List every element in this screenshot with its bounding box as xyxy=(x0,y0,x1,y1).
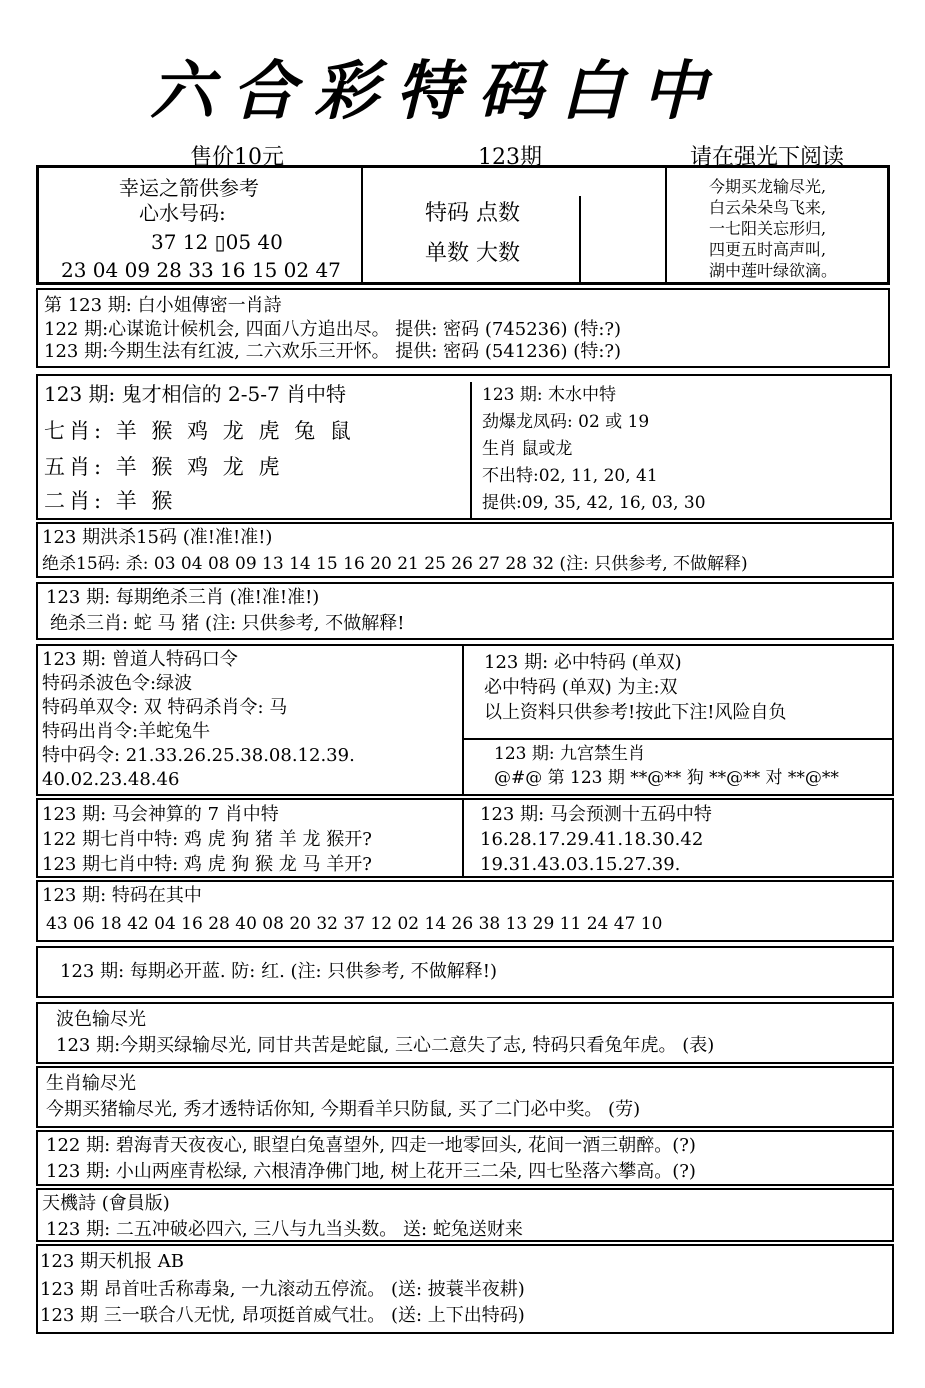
fifteen-code-row2: 19.31.43.03.15.27.39. xyxy=(480,854,681,875)
zodiac-pick: 生肖 鼠或龙 xyxy=(482,439,573,459)
risk-note: 以上资料只供参考!按此下注!风险自负 xyxy=(484,702,787,723)
kill3-zodiac: 绝杀三肖: 蛇 马 猪 (注: 只供参考, 不做解释! xyxy=(50,613,405,634)
zodiac-257-title: 123 期: 鬼才相信的 2-5-7 肖中特 xyxy=(44,382,347,406)
price-label: 售价10元 xyxy=(190,145,284,170)
blue-red-note: 123 期: 每期必开蓝. 防: 红. (注: 只供参考, 不做解释!) xyxy=(60,961,498,982)
section-blue xyxy=(36,946,894,998)
not-special: 不出特:02, 11, 20, 41 xyxy=(482,466,658,486)
issue-label: 123期 xyxy=(478,145,542,170)
section-kill-15 xyxy=(36,522,894,578)
seven-zodiac: 七肖: 羊 猴 鸡 龙 虎 兔 鼠 xyxy=(44,419,355,443)
must-hit-block xyxy=(484,650,786,725)
lucky-numbers-row2: 23 04 09 28 33 16 15 02 47 xyxy=(61,258,341,282)
nine-palace-block xyxy=(494,742,839,790)
heaven-poem-title: 天機詩 (會員版) xyxy=(42,1193,170,1214)
verse-122: 122 期: 碧海青天夜夜心, 眼望白兔喜望外, 四走一地零回头, 花间一酒三朝醉。(?) xyxy=(46,1135,696,1156)
poem-line: 白云朵朵鸟飞来, xyxy=(709,198,827,217)
section-heaven-report xyxy=(36,1244,894,1334)
section-kill-three xyxy=(36,582,894,640)
seven-zodiac-block xyxy=(42,802,372,877)
odd-big: 单数 大数 xyxy=(425,241,520,266)
five-zodiac: 五肖: 羊 猴 鸡 龙 虎 xyxy=(44,455,284,479)
hit-code: 特中码令: 21.33.26.25.38.08.12.39. xyxy=(42,745,355,766)
secret-poem-122: 122 期:心谋诡计候机会, 四面八方追出尽。 提供: 密码 (745236) (特:?) xyxy=(44,319,622,340)
fifteen-code-title: 123 期: 马会预测十五码中特 xyxy=(480,804,712,825)
heaven-report-a: 123 期 昂首吐舌称毒枭, 一九滚动五停流。 (送: 披蓑半夜耕) xyxy=(40,1279,525,1300)
nine-palace-value: @#@ 第 123 期 **@** 狗 **@** 对 **@** xyxy=(494,768,839,788)
zodiac-lose-title: 生肖输尽光 xyxy=(46,1073,136,1094)
two-zodiac: 二肖: 羊 猴 xyxy=(44,489,177,513)
odd-even-kill: 特码单双令: 双 特码杀肖令: 马 xyxy=(42,697,288,718)
poem-line: 四更五时高声叫, xyxy=(709,240,827,259)
daoren-title: 123 期: 曾道人特码口令 xyxy=(42,649,238,670)
poem-line: 湖中莲叶绿欲滴。 xyxy=(709,261,838,280)
dragon-phoenix-code: 劲爆龙凤码: 02 或 19 xyxy=(482,412,650,432)
seven-zodiac-title: 123 期: 马会神算的 7 肖中特 xyxy=(42,804,279,825)
out-zodiac: 特码出肖令:羊蛇兔牛 xyxy=(42,721,211,742)
hit-code-cont: 40.02.23.48.46 xyxy=(42,769,180,790)
must-hit-title: 123 期: 必中特码 (单双) xyxy=(484,652,682,673)
reading-notice: 请在强光下阅读 xyxy=(690,145,845,170)
provided-numbers: 提供:09, 35, 42, 16, 03, 30 xyxy=(482,493,706,513)
section-daoren xyxy=(36,644,894,796)
lucky-numbers-row1: 37 12 ▯05 40 xyxy=(151,230,283,254)
section-seven-zodiac xyxy=(36,798,894,878)
fifteen-code-row1: 16.28.17.29.41.18.30.42 xyxy=(480,829,704,850)
color-lose-title: 波色输尽光 xyxy=(56,1009,146,1030)
wood-water-title: 123 期: 木水中特 xyxy=(482,385,616,405)
section-secret-poem xyxy=(36,288,890,368)
poem-line: 一七阳关忘形归, xyxy=(709,219,827,238)
secret-poem-123: 123 期:今期生法有红波, 二六欢乐三开怀。 提供: 密码 (541236) (特:?) xyxy=(44,341,622,362)
wood-water-block xyxy=(482,382,706,517)
lucky-title: 幸运之箭供参考 xyxy=(119,176,259,200)
nine-palace-title: 123 期: 九宫禁生肖 xyxy=(494,744,645,764)
poem-line: 今期买龙输尽光, xyxy=(709,177,827,196)
kill15-title: 123 期洪杀15码 (准!准!准!) xyxy=(42,527,273,548)
zodiac-lose-text: 今期买猪输尽光, 秀才透特话你知, 今期看羊只防鼠, 买了二门必中奖。 (劳) xyxy=(46,1099,641,1120)
section-257-zodiac xyxy=(36,374,892,520)
lucky-subtitle: 心水号码: xyxy=(139,201,226,225)
kill15-numbers: 绝杀15码: 杀: 03 04 08 09 13 14 15 16 20 21 25 26 27 28 32 (注: 只供参考, 不做解释) xyxy=(42,554,748,574)
seven-zodiac-123: 123 期七肖中特: 鸡 虎 狗 猴 龙 马 羊开? xyxy=(42,854,372,875)
seven-zodiac-122: 122 期七肖中特: 鸡 虎 狗 猪 羊 龙 猴开? xyxy=(42,829,372,850)
heaven-poem-text: 123 期: 二五冲破必四六, 三八与九当头数。 送: 蛇兔送财来 xyxy=(46,1219,523,1240)
section-color-lose xyxy=(36,1002,894,1064)
verse-123: 123 期: 小山两座青松绿, 六根清净佛门地, 树上花开三二朵, 四七坠落六攀高。(?) xyxy=(46,1161,696,1182)
color-lose-text: 123 期:今期买绿输尽光, 同甘共苦是蛇鼠, 三心二意失了志, 特码只看兔年虎。 (表) xyxy=(56,1035,715,1056)
special-points: 特码 点数 xyxy=(425,201,520,226)
kill-color: 特码杀波色令:绿波 xyxy=(42,673,193,694)
heaven-report-title: 123 期天机报 AB xyxy=(40,1251,185,1272)
section-verse xyxy=(36,1130,894,1186)
special-in-title: 123 期: 特码在其中 xyxy=(42,885,202,906)
secret-poem-title: 第 123 期: 白小姐傳密一肖詩 xyxy=(44,295,282,316)
page-title: 六合彩特码白中 xyxy=(150,54,724,129)
must-hit-value: 必中特码 (单双) 为主:双 xyxy=(484,677,678,698)
top-poem xyxy=(709,176,837,281)
fifteen-code-block xyxy=(480,802,712,877)
section-heaven-poem xyxy=(36,1188,894,1242)
section-zodiac-lose xyxy=(36,1066,894,1128)
special-in-numbers: 43 06 18 42 04 16 28 40 08 20 32 37 12 02 14 26 38 13 29 11 24 47 10 xyxy=(46,914,663,934)
kill3-title: 123 期: 每期绝杀三肖 (准!准!准!) xyxy=(46,587,320,608)
section-special-in xyxy=(36,880,894,942)
heaven-report-b: 123 期 三一联合八无忧, 昂项挺首威气壮。 (送: 上下出特码) xyxy=(40,1305,525,1326)
top-box xyxy=(36,165,890,285)
daoren-block xyxy=(42,648,355,792)
